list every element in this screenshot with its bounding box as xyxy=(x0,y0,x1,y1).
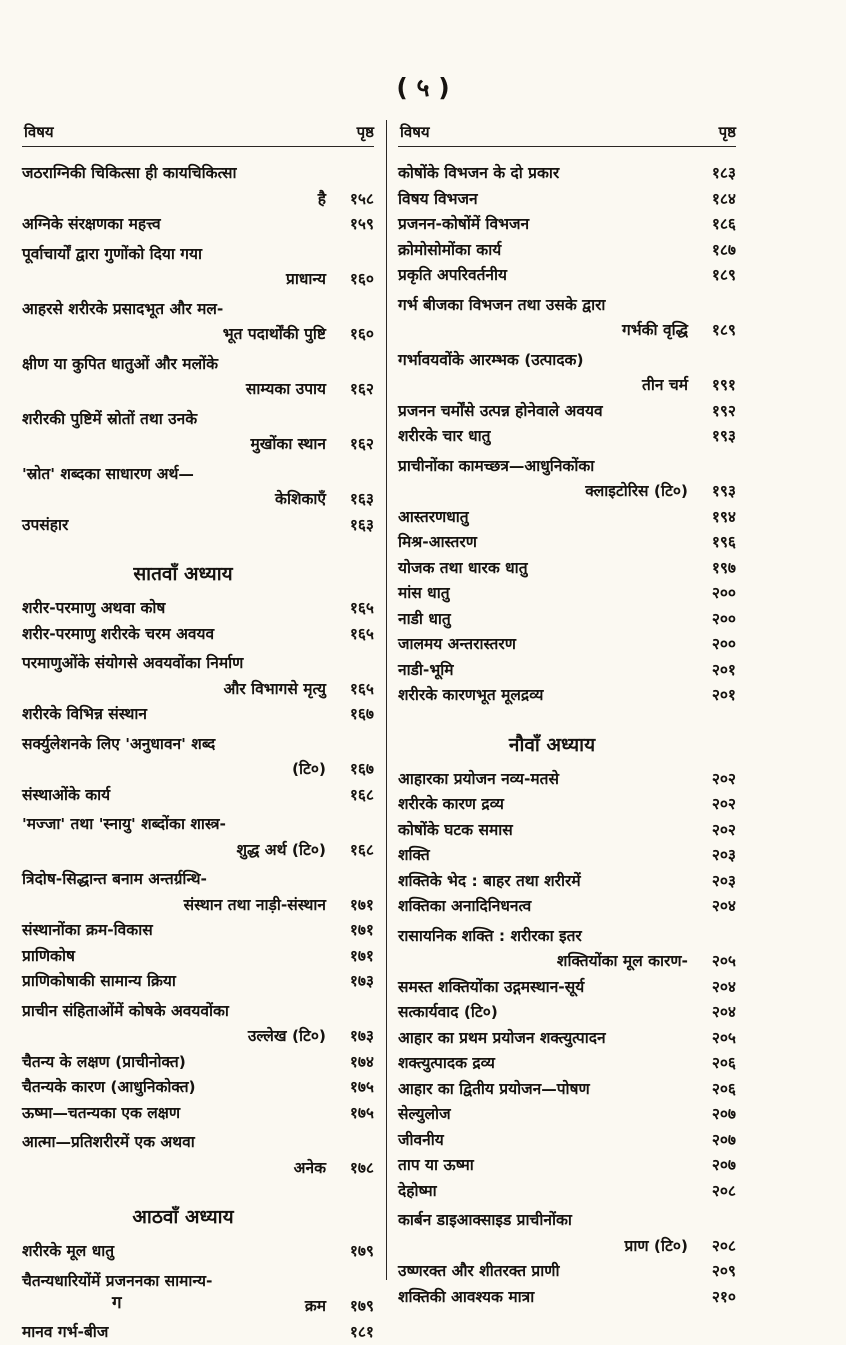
toc-entry xyxy=(22,1075,374,1101)
entry-title-line: तीन चर्म xyxy=(398,373,736,399)
toc-entry xyxy=(22,651,374,702)
entry-page-number: २०९ xyxy=(712,1259,736,1285)
entry-page-number: १७९ xyxy=(350,1294,374,1320)
toc-entry xyxy=(398,1077,736,1103)
toc-entry xyxy=(22,867,374,918)
entry-title-line: शक्त्युत्पादक द्रव्य xyxy=(398,1051,736,1077)
entry-title-line: कार्बन डाइआक्साइड प्राचीनोंका xyxy=(398,1208,736,1234)
entry-page-number: २०३ xyxy=(712,843,736,869)
column-header xyxy=(22,118,374,147)
entry-title-line: शरीरकी पुष्टिमें स्रोतों तथा उनके xyxy=(22,407,374,433)
page-header: पृष्ठ xyxy=(357,122,374,142)
entry-title-line: गर्भकी वृद्धि xyxy=(398,318,736,344)
entry-title-line: भूत पदार्थोंकी पुष्टि xyxy=(22,322,374,348)
entry-page-number: १८१ xyxy=(350,1320,374,1345)
toc-entry xyxy=(398,530,736,556)
entry-title-line: केशिकाएँ xyxy=(22,487,374,513)
toc-entry xyxy=(22,242,374,293)
subject-header: विषय xyxy=(24,122,54,142)
toc-entry xyxy=(398,1051,736,1077)
entry-title-line: पूर्वाचार्यों द्वारा गुणोंको दिया गया xyxy=(22,242,374,268)
entry-title-line: गर्भ बीजका विभजन तथा उसके द्वारा xyxy=(398,293,736,319)
column-header xyxy=(398,118,736,147)
entry-title-line: गर्भावयवोंके आरम्भक (उत्पादक) xyxy=(398,348,736,374)
entry-title-line: जीवनीय xyxy=(398,1128,736,1154)
toc-entry xyxy=(22,297,374,348)
entry-title-line: उपसंहार xyxy=(22,513,374,539)
toc-entry xyxy=(22,161,374,212)
entry-title-line: प्रजनन चर्मोंसे उत्पन्न होनेवाले अवयव xyxy=(398,399,736,425)
entry-page-number: १५८ xyxy=(350,187,374,213)
toc-entry xyxy=(22,1050,374,1076)
toc-entry xyxy=(398,1128,736,1154)
toc-entry xyxy=(398,658,736,684)
entry-title-line: प्रकृति अपरिवर्तनीय xyxy=(398,263,736,289)
entry-title-line: 'स्रोत' शब्दका साधारण अर्थ— xyxy=(22,462,374,488)
entry-title-line: शुद्ध अर्थ (टि०) xyxy=(22,838,374,864)
toc-entry xyxy=(22,918,374,944)
entry-title-line: और विभागसे मृत्यु xyxy=(22,677,374,703)
entry-title-line: सर्क्युलेशनके लिए 'अनुधावन' शब्द xyxy=(22,732,374,758)
entry-page-number: २०० xyxy=(712,607,736,633)
entry-list xyxy=(22,161,374,1345)
toc-entry xyxy=(22,1101,374,1127)
entry-title-line: शक्तिका अनादिनिधनत्व xyxy=(398,894,736,920)
entry-page-number: २०० xyxy=(712,632,736,658)
toc-entry xyxy=(398,1285,736,1311)
entry-page-number: २०० xyxy=(712,581,736,607)
entry-title-line: संस्थानोंका क्रम-विकास xyxy=(22,918,374,944)
entry-page-number: १७१ xyxy=(350,944,374,970)
toc-entry xyxy=(22,783,374,809)
chapter-heading: नौवाँ अध्याय xyxy=(398,731,736,757)
toc-entry xyxy=(398,792,736,818)
toc-entry xyxy=(22,1269,374,1320)
entry-title-line: आस्तरणधातु xyxy=(398,505,736,531)
entry-page-number: १७५ xyxy=(350,1075,374,1101)
entry-page-number: १९२ xyxy=(712,399,736,425)
entry-title-line: जालमय अन्तरास्तरण xyxy=(398,632,736,658)
toc-entry xyxy=(22,1239,374,1265)
toc-entry xyxy=(398,1153,736,1179)
entry-title-line: नाडी-भूमि xyxy=(398,658,736,684)
entry-page-number: २०३ xyxy=(712,869,736,895)
entry-title-line: क्रोमोसोमोंका कार्य xyxy=(398,238,736,264)
entry-page-number: २०६ xyxy=(712,1051,736,1077)
entry-page-number: १९१ xyxy=(712,373,736,399)
entry-title-line: प्राणिकोषाकी सामान्य क्रिया xyxy=(22,969,374,995)
entry-page-number: २०७ xyxy=(712,1153,736,1179)
entry-title-line: प्राधान्य xyxy=(22,267,374,293)
entry-title-line: आहारका प्रयोजन नव्य-मतसे xyxy=(398,767,736,793)
entry-title-line: शरीरके कारण द्रव्य xyxy=(398,792,736,818)
entry-title-line: अनेक xyxy=(22,1156,374,1182)
toc-entry xyxy=(22,812,374,863)
entry-title-line: शरीरके विभिन्न संस्थान xyxy=(22,702,374,728)
chapter-heading: आठवाँ अध्याय xyxy=(22,1203,374,1229)
entry-title-line: चैतन्यधारियोंमें प्रजननका सामान्य- xyxy=(22,1269,374,1295)
entry-title-line: कोषोंके विभजन के दो प्रकार xyxy=(398,161,736,187)
entry-title-line: ताप या ऊष्मा xyxy=(398,1153,736,1179)
right-column xyxy=(398,118,736,1310)
toc-entry xyxy=(398,212,736,238)
entry-page-number: २०८ xyxy=(712,1234,736,1260)
toc-entry xyxy=(22,1320,374,1345)
entry-page-number: १९३ xyxy=(712,479,736,505)
entry-page-number: १९४ xyxy=(712,505,736,531)
entry-page-number: २०४ xyxy=(712,975,736,1001)
entry-title-line: प्राणिकोष xyxy=(22,944,374,970)
toc-entry xyxy=(398,683,736,709)
entry-title-line: परमाणुओंके संयोगसे अवयवोंका निर्माण xyxy=(22,651,374,677)
toc-entry xyxy=(22,462,374,513)
entry-page-number: १६५ xyxy=(350,622,374,648)
entry-title-line: शक्ति xyxy=(398,843,736,869)
entry-title-line: मुखोंका स्थान xyxy=(22,432,374,458)
toc-entry xyxy=(398,818,736,844)
entry-page-number: १९७ xyxy=(712,556,736,582)
entry-title-line: सेल्युलोज xyxy=(398,1102,736,1128)
entry-title-line: शरीरके चार धातु xyxy=(398,424,736,450)
entry-title-line: प्राचीनोंका कामच्छत्र—आधुनिकोंका xyxy=(398,454,736,480)
entry-page-number: २०१ xyxy=(712,683,736,709)
entry-title-line: संस्थाओंके कार्य xyxy=(22,783,374,809)
entry-title-line: आहार का प्रथम प्रयोजन शक्त्युत्पादन xyxy=(398,1026,736,1052)
entry-page-number: १६७ xyxy=(350,757,374,783)
entry-title-line: क्रम xyxy=(22,1294,374,1320)
entry-title-line: शक्तिकी आवश्यक मात्रा xyxy=(398,1285,736,1311)
toc-entry xyxy=(398,894,736,920)
toc-entry xyxy=(398,399,736,425)
toc-entry xyxy=(22,622,374,648)
entry-page-number: २०२ xyxy=(712,792,736,818)
entry-page-number: १५९ xyxy=(350,212,374,238)
entry-page-number: २०२ xyxy=(712,818,736,844)
entry-page-number: १७३ xyxy=(350,1024,374,1050)
entry-page-number: १६२ xyxy=(350,432,374,458)
toc-entry xyxy=(398,924,736,975)
entry-title-line: उष्णरक्त और शीतरक्त प्राणी xyxy=(398,1259,736,1285)
entry-page-number: २०२ xyxy=(712,767,736,793)
toc-entry xyxy=(22,969,374,995)
toc-entry xyxy=(22,944,374,970)
entry-title-line: नाडी धातु xyxy=(398,607,736,633)
entry-title-line: प्रजनन-कोषोंमें विभजन xyxy=(398,212,736,238)
entry-title-line: अग्निके संरक्षणका महत्त्व xyxy=(22,212,374,238)
toc-entry xyxy=(398,238,736,264)
entry-title-line: आहार का द्वितीय प्रयोजन—पोषण xyxy=(398,1077,736,1103)
entry-page-number: २०१ xyxy=(712,658,736,684)
entry-title-line: योजक तथा धारक धातु xyxy=(398,556,736,582)
entry-page-number: २०६ xyxy=(712,1077,736,1103)
signature-mark: ग xyxy=(112,1290,122,1313)
entry-page-number: १६८ xyxy=(350,783,374,809)
page-header: पृष्ठ xyxy=(719,122,736,142)
entry-page-number: १७९ xyxy=(350,1239,374,1265)
entry-title-line: समस्त शक्तियोंका उद्गमस्थान-सूर्य xyxy=(398,975,736,1001)
entry-page-number: २०७ xyxy=(712,1102,736,1128)
entry-page-number: १९३ xyxy=(712,424,736,450)
entry-page-number: १८४ xyxy=(712,187,736,213)
entry-page-number: १६८ xyxy=(350,838,374,864)
toc-entry xyxy=(398,1102,736,1128)
entry-page-number: १८७ xyxy=(712,238,736,264)
entry-page-number: १८९ xyxy=(712,263,736,289)
toc-entry xyxy=(398,505,736,531)
entry-title-line: ऊष्मा—चतन्यका एक लक्षण xyxy=(22,1101,374,1127)
toc-entry xyxy=(398,767,736,793)
entry-title-line: प्राण (टि०) xyxy=(398,1234,736,1260)
entry-title-line: (टि०) xyxy=(22,757,374,783)
entry-title-line: शरीर-परमाणु अथवा कोष xyxy=(22,596,374,622)
toc-entry xyxy=(22,596,374,622)
entry-title-line: शरीरके मूल धातु xyxy=(22,1239,374,1265)
entry-title-line: उल्लेख (टि०) xyxy=(22,1024,374,1050)
entry-page-number: १७१ xyxy=(350,893,374,919)
entry-page-number: १६५ xyxy=(350,677,374,703)
entry-title-line: रासायनिक शक्ति : शरीरका इतर xyxy=(398,924,736,950)
entry-title-line: 'मज्जा' तथा 'स्नायु' शब्दोंका शास्त्र- xyxy=(22,812,374,838)
toc-entry xyxy=(22,732,374,783)
entry-page-number: १६७ xyxy=(350,702,374,728)
entry-page-number: १९६ xyxy=(712,530,736,556)
entry-title-line: विषय विभजन xyxy=(398,187,736,213)
toc-entry xyxy=(398,1208,736,1259)
entry-page-number: १६३ xyxy=(350,487,374,513)
toc-entry xyxy=(398,263,736,289)
entry-title-line: शक्तियोंका मूल कारण- xyxy=(398,949,736,975)
toc-entry xyxy=(398,454,736,505)
toc-entry xyxy=(398,1179,736,1205)
toc-entry xyxy=(398,1026,736,1052)
entry-title-line: मानव गर्भ-बीज xyxy=(22,1320,374,1345)
entry-page-number: २०५ xyxy=(712,949,736,975)
toc-entry xyxy=(398,632,736,658)
entry-page-number: २०७ xyxy=(712,1128,736,1154)
entry-page-number: १६३ xyxy=(350,513,374,539)
entry-title-line: मांस धातु xyxy=(398,581,736,607)
toc-entry xyxy=(398,869,736,895)
entry-page-number: २०८ xyxy=(712,1179,736,1205)
entry-page-number: १७८ xyxy=(350,1156,374,1182)
entry-page-number: २१० xyxy=(712,1285,736,1311)
entry-list xyxy=(398,161,736,1310)
toc-entry xyxy=(398,187,736,213)
entry-title-line: शक्तिके भेद : बाहर तथा शरीरमें xyxy=(398,869,736,895)
toc-entry xyxy=(398,424,736,450)
entry-page-number: २०५ xyxy=(712,1026,736,1052)
entry-page-number: १६० xyxy=(350,267,374,293)
entry-title-line: मिश्र-आस्तरण xyxy=(398,530,736,556)
entry-page-number: १८९ xyxy=(712,318,736,344)
toc-entry xyxy=(398,348,736,399)
toc-entry xyxy=(398,1000,736,1026)
entry-title-line: जठराग्निकी चिकित्सा ही कायचिकित्सा xyxy=(22,161,374,187)
entry-title-line: देहोष्मा xyxy=(398,1179,736,1205)
left-column xyxy=(22,118,374,1345)
entry-page-number: १६५ xyxy=(350,596,374,622)
entry-title-line: सत्कार्यवाद (टि०) xyxy=(398,1000,736,1026)
toc-entry xyxy=(398,293,736,344)
entry-title-line: शरीरके कारणभूत मूलद्रव्य xyxy=(398,683,736,709)
entry-title-line: आहरसे शरीरके प्रसादभूत और मल- xyxy=(22,297,374,323)
entry-page-number: २०४ xyxy=(712,1000,736,1026)
entry-title-line: आत्मा—प्रतिशरीरमें एक अथवा xyxy=(22,1130,374,1156)
entry-page-number: १६० xyxy=(350,322,374,348)
entry-title-line: है xyxy=(22,187,374,213)
toc-entry xyxy=(22,407,374,458)
toc-entry xyxy=(22,212,374,238)
entry-page-number: १८३ xyxy=(712,161,736,187)
entry-page-number: १६२ xyxy=(350,377,374,403)
entry-title-line: चैतन्य के लक्षण (प्राचीनोक्त) xyxy=(22,1050,374,1076)
toc-entry xyxy=(398,607,736,633)
toc-entry xyxy=(398,975,736,1001)
subject-header: विषय xyxy=(400,122,430,142)
entry-title-line: कोषोंके घटक समास xyxy=(398,818,736,844)
entry-title-line: त्रिदोष-सिद्धान्त बनाम अन्तर्ग्रन्थि- xyxy=(22,867,374,893)
entry-page-number: १७४ xyxy=(350,1050,374,1076)
toc-entry xyxy=(398,161,736,187)
toc-entry xyxy=(398,556,736,582)
page-number: ( ५ ) xyxy=(0,70,846,104)
entry-title-line: साम्यका उपाय xyxy=(22,377,374,403)
entry-page-number: २०४ xyxy=(712,894,736,920)
chapter-heading: सातवाँ अध्याय xyxy=(22,560,374,586)
column-divider xyxy=(386,120,387,1280)
entry-page-number: १७५ xyxy=(350,1101,374,1127)
entry-page-number: १७१ xyxy=(350,918,374,944)
entry-title-line: शरीर-परमाणु शरीरके चरम अवयव xyxy=(22,622,374,648)
entry-title-line: क्षीण या कुपित धातुओं और मलोंके xyxy=(22,352,374,378)
toc-entry xyxy=(22,999,374,1050)
entry-title-line: प्राचीन संहिताओंमें कोषके अवयवोंका xyxy=(22,999,374,1025)
toc-entry xyxy=(398,1259,736,1285)
entry-page-number: १७३ xyxy=(350,969,374,995)
toc-entry xyxy=(398,581,736,607)
entry-page-number: १८६ xyxy=(712,212,736,238)
toc-entry xyxy=(22,352,374,403)
toc-entry xyxy=(22,1130,374,1181)
toc-entry xyxy=(398,843,736,869)
entry-title-line: चैतन्यके कारण (आधुनिकोक्त) xyxy=(22,1075,374,1101)
toc-entry xyxy=(22,702,374,728)
entry-title-line: क्लाइटोरिस (टि०) xyxy=(398,479,736,505)
toc-entry xyxy=(22,513,374,539)
entry-title-line: संस्थान तथा नाड़ी-संस्थान xyxy=(22,893,374,919)
